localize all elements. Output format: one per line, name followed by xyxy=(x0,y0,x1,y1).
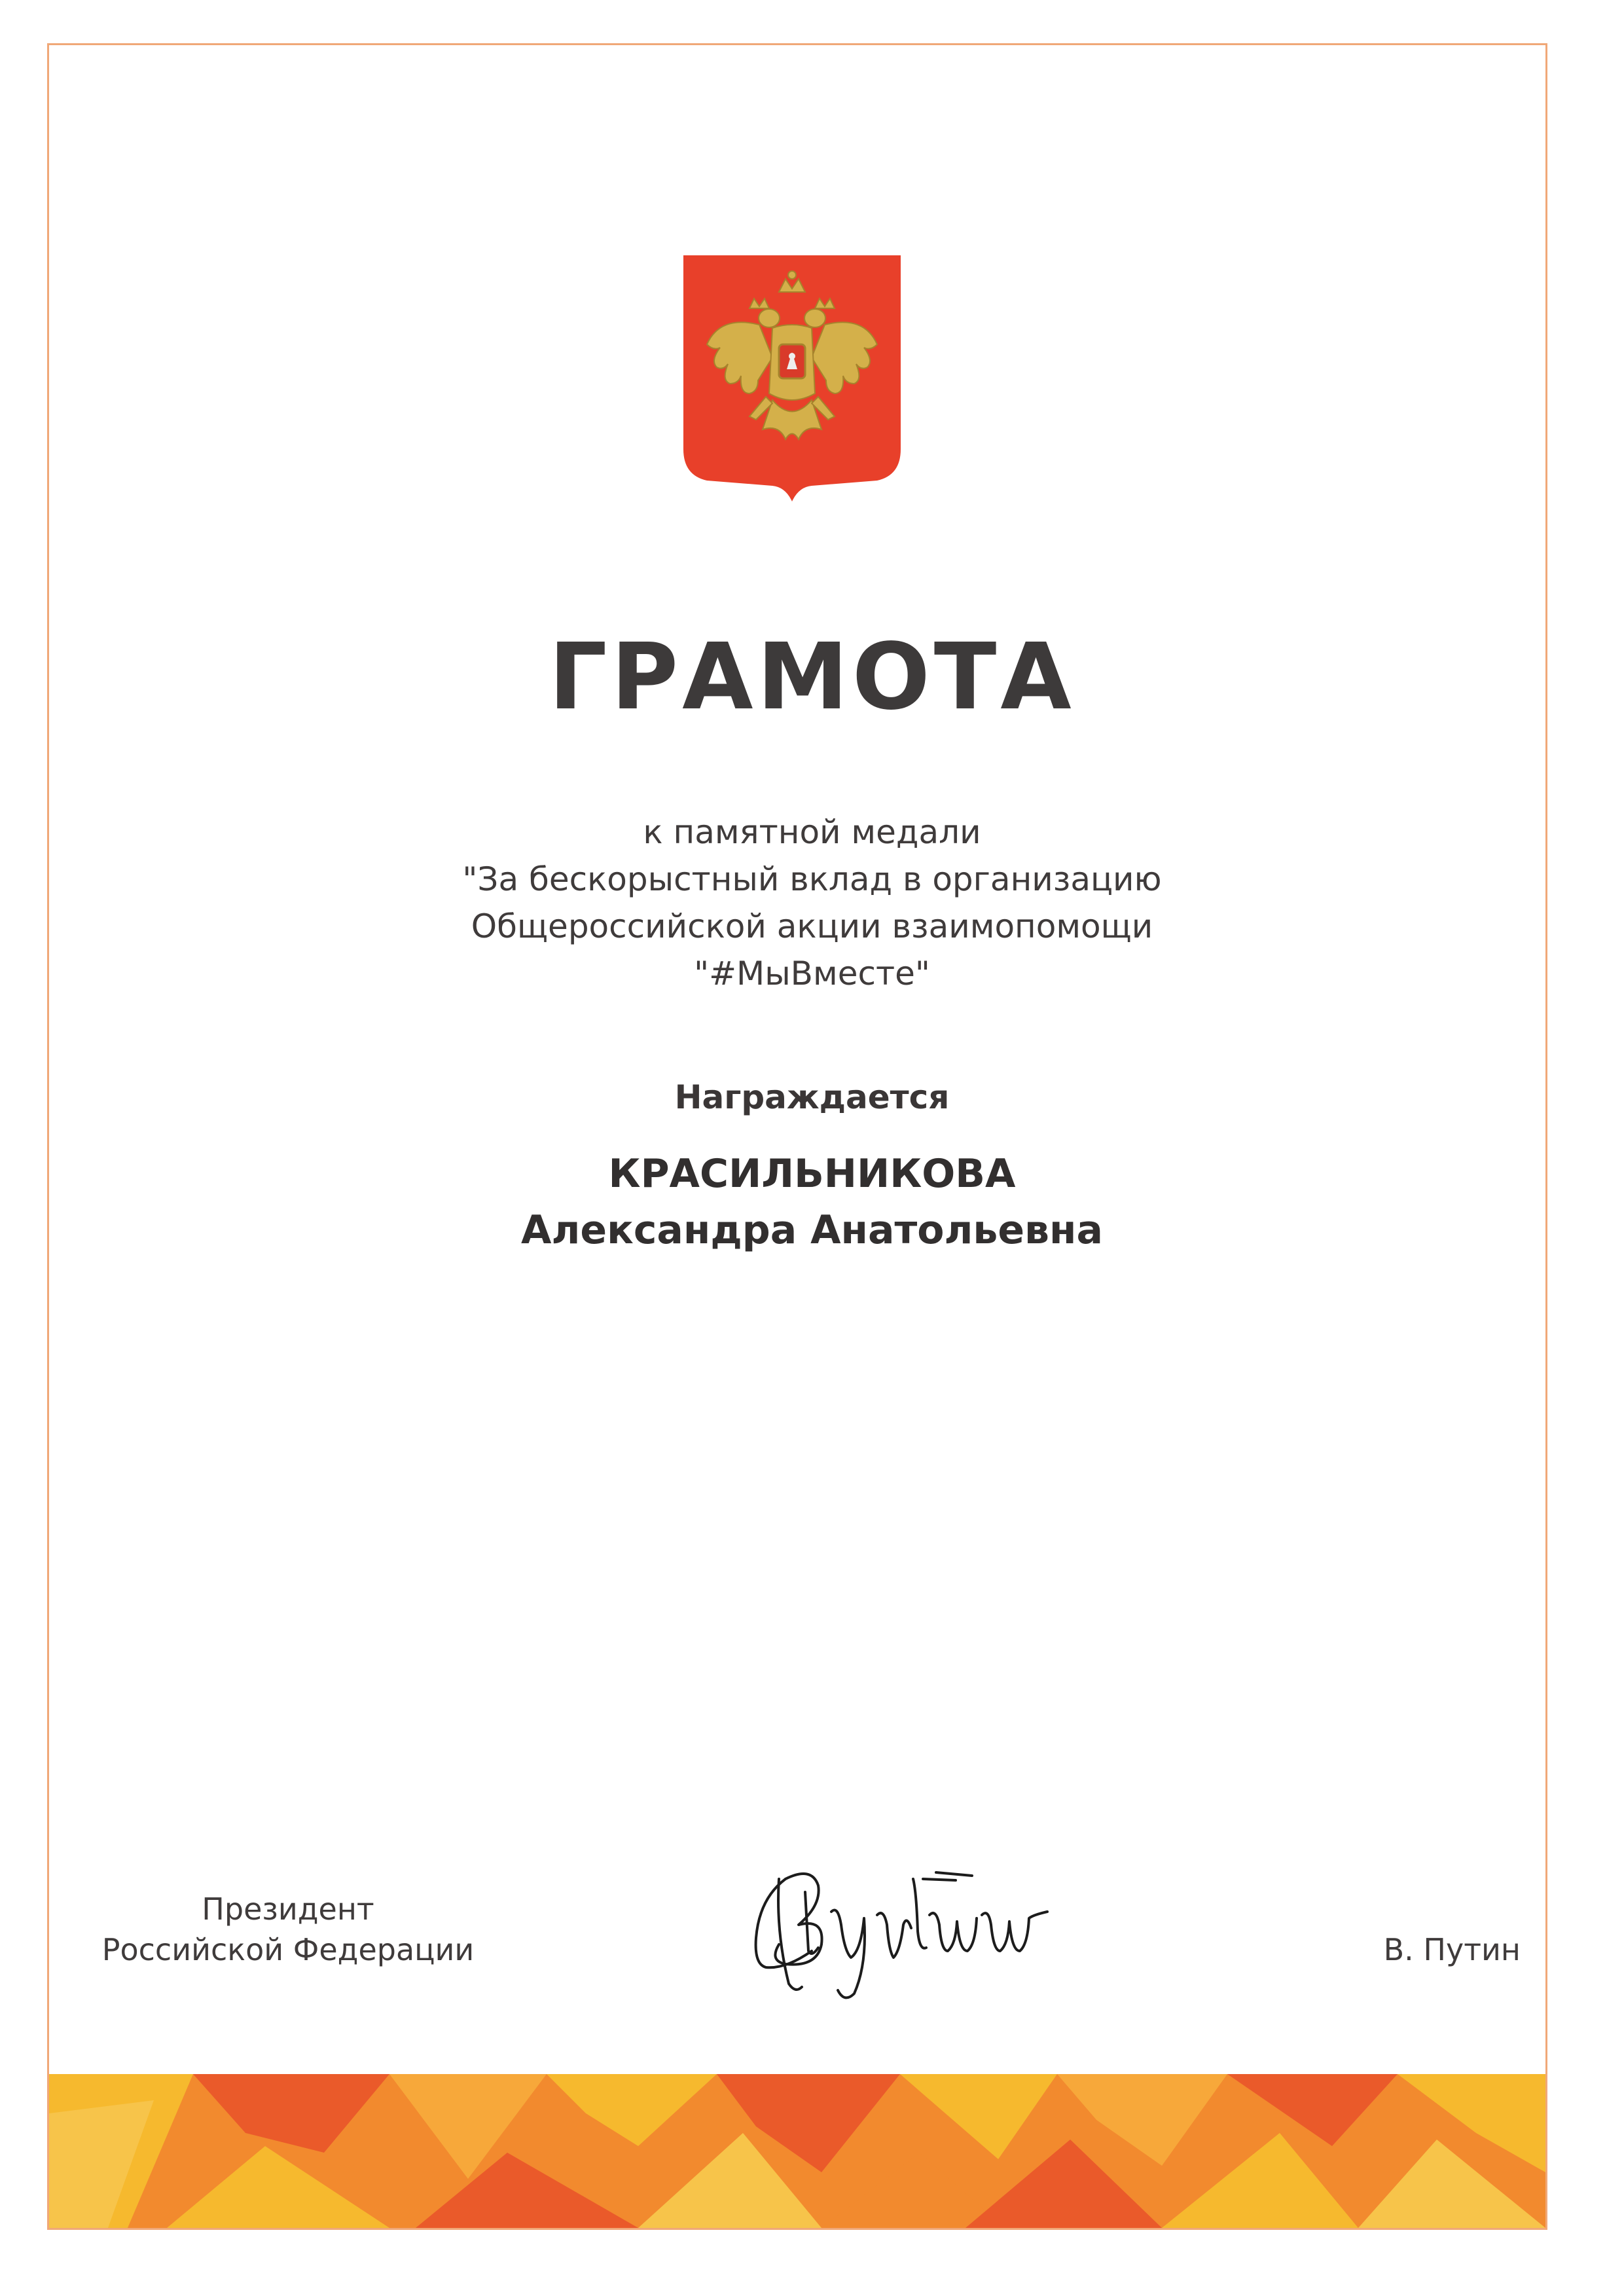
award-description-line-3: Общероссийской акции взаимопомощи xyxy=(471,907,1153,945)
signatory-position-line-1: Президент xyxy=(202,1891,374,1927)
decorative-geometric-band xyxy=(49,2074,1545,2228)
award-description xyxy=(0,809,1624,997)
recipient-given-names: Александра Анатольевна xyxy=(521,1207,1103,1253)
document-title: ГРАМОТА xyxy=(549,624,1075,731)
award-description-line-2: "За бескорыстный вклад в организацию xyxy=(462,860,1162,898)
awarded-label: Награждается xyxy=(674,1078,950,1116)
recipient-name xyxy=(0,1146,1624,1258)
signatory-name: В. Путин xyxy=(1383,1932,1521,1967)
signatory-position-line-2: Российской Федерации xyxy=(101,1932,475,1967)
award-description-line-1: к памятной медали xyxy=(643,813,981,851)
handwritten-signature xyxy=(740,1853,1080,2003)
coat-of-arms-icon xyxy=(681,253,903,521)
signatory-position xyxy=(79,1889,497,1970)
recipient-surname: КРАСИЛЬНИКОВА xyxy=(608,1151,1016,1197)
award-description-line-4: "#МыВместе" xyxy=(694,955,930,993)
